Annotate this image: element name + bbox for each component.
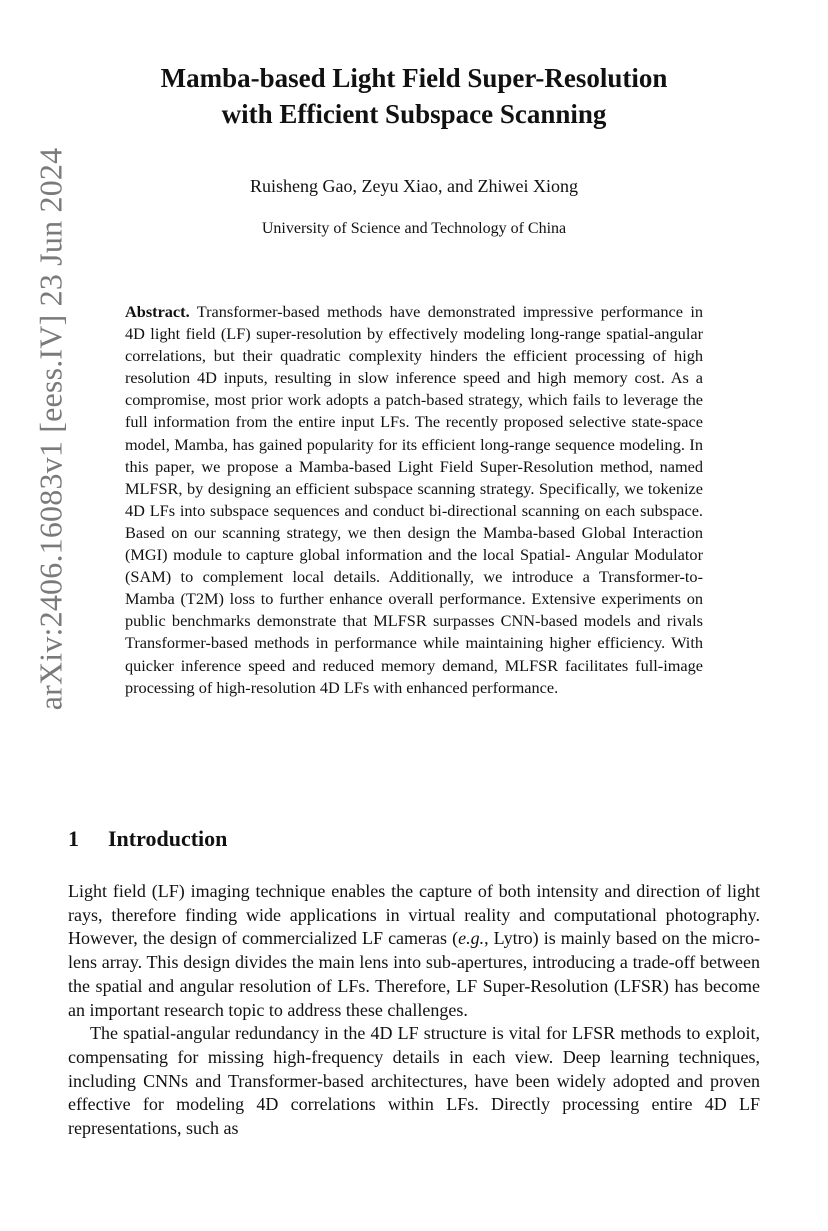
- section-title: Introduction: [108, 826, 228, 851]
- abstract-text: Transformer-based methods have demonstrated impressive performance in 4D light field (LF) super-resolution by effectively modeling long-range spatial-angular correlations, but their quadratic complexity hinders the efficient processing of high resolution 4D inputs, resulting in slow inference speed and high memory cost. As a compromise, most prior work adopts a patch-based strategy, which fails to leverage the full information from the entire input LFs. The recently proposed selective state-space model, Mamba, has gained popularity for its efficient long-range sequence modeling. In this paper, we propose a Mamba-based Light Field Super-Resolution method, named MLFSR, by designing an efficient subspace scanning strategy. Specifically, we tokenize 4D LFs into subspace sequences and conduct bi-directional scanning on each subspace. Based on our scanning strategy, we then design the Mamba-based Global Interaction (MGI) module to capture global information and the local Spatial- Angular Modulator (SAM) to complement local details. Additionally, we introduce a Transformer-to-Mamba (T2M) loss to further enhance overall performance. Extensive experiments on public benchmarks demonstrate that MLFSR surpasses CNN-based models and rivals Transformer-based methods in performance while maintaining higher efficiency. With quicker inference speed and reduced memory demand, MLFSR facilitates full-image processing of high-resolution 4D LFs with enhanced performance.: [125, 302, 703, 697]
- paper-title: [80, 60, 748, 132]
- intro-p1-eg: e.g.: [458, 928, 485, 949]
- abstract-label: Abstract.: [125, 302, 190, 321]
- title-line-2: with Efficient Subspace Scanning: [221, 99, 607, 129]
- title-line-1: Mamba-based Light Field Super-Resolution: [160, 63, 668, 93]
- arxiv-sidebar: [33, 70, 69, 788]
- intro-p1-part-1: Light field (LF) imaging technique enables the capture of both intensity and direction of light rays, therefore finding wide applications in virtual reality and computational photography. However, the design of commercialized LF cameras (: [68, 881, 760, 949]
- affiliation: University of Science and Technology of China: [261, 220, 567, 237]
- introduction-body: [68, 880, 760, 1141]
- author-list: Ruisheng Gao, Zeyu Xiao, and Zhiwei Xiong: [250, 176, 578, 196]
- intro-paragraph-1: [68, 880, 760, 1022]
- section-number: 1: [68, 826, 79, 851]
- abstract: [125, 301, 703, 699]
- intro-paragraph-2: The spatial-angular redundancy in the 4D LF structure is vital for LFSR methods to exploit, compensating for missing high-frequency details in each view. Deep learning techniques, including CNNs and Transformer-based architectures, have been widely adopted and proven effective for modeling 4D correlations within LFs. Directly processing entire 4D LF representations, such as: [68, 1023, 760, 1139]
- arxiv-identifier: arXiv:2406.16083v1 [eess.IV] 23 Jun 2024: [32, 147, 69, 711]
- intro-p1-part-2: , Lytro) is mainly based on the micro-lens array. This design divides the main lens into sub-apertures, introducing a trade-off between the spatial and angular resolution of LFs. Therefore, LF Super-Resolution (LFSR) has become an important research topic to address these challenges.: [68, 928, 760, 1020]
- section-heading-introduction: [68, 826, 227, 852]
